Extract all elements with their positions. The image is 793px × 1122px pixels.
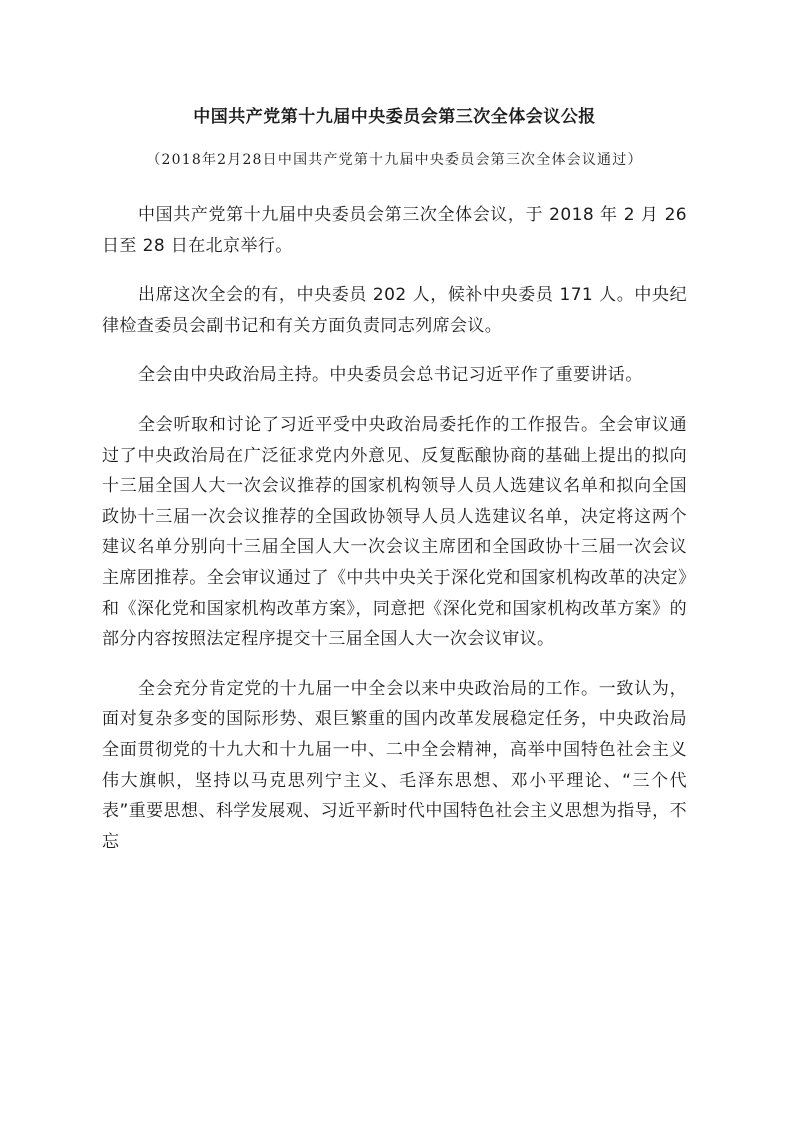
paragraph-5: 全会充分肯定党的十九届一中全会以来中央政治局的工作。一致认为，面对复杂多变的国际形势、艰巨繁重的国内改革发展稳定任务，中央政治局全面贯彻党的十九大和十九届一中、二中全会精神，高举中国特色社会主义伟大旗帜，坚持以马克思列宁主义、毛泽东思想、邓小平理论、“三个代表”重要思想、科学发展观、习近平新时代中国特色社会主义思想为指导，不忘 xyxy=(102,678,687,852)
paragraph-4: 全会听取和讨论了习近平受中央政治局委托作的工作报告。全会审议通过了中央政治局在广泛征求党内外意见、反复酝酿协商的基础上提出的拟向十三届全国人大一次会议推荐的国家机构领导人员人选建议名单和拟向全国政协十三届一次会议推荐的全国政协领导人员人选建议名单，决定将这两个建议名单分别向十三届全国人大一次会议主席团和全国政协十三届一次会议主席团推荐。全会审议通过了《中共中央关于深化党和国家机构改革的决定》和《深化党和国家机构改革方案》，同意把《深化党和国家机构改革方案》的部分内容按照法定程序提交十三届全国人大一次会议审议。 xyxy=(102,414,687,650)
paragraph-1: 中国共产党第十九届中央委员会第三次全体会议，于 2018 年 2 月 26 日至 28 日在北京举行。 xyxy=(102,205,687,256)
document-subtitle: （2018年2月28日中国共产党第十九届中央委员会第三次全体会议通过） xyxy=(146,152,643,168)
paragraph-3: 全会由中央政治局主持。中央委员会总书记习近平作了重要讲话。 xyxy=(138,365,643,386)
paragraph-2: 出席这次全会的有，中央委员 202 人，候补中央委员 171 人。中央纪律检查委员会副书记和有关方面负责同志列席会议。 xyxy=(102,285,687,336)
document-title: 中国共产党第十九届中央委员会第三次全体会议公报 xyxy=(193,107,596,127)
